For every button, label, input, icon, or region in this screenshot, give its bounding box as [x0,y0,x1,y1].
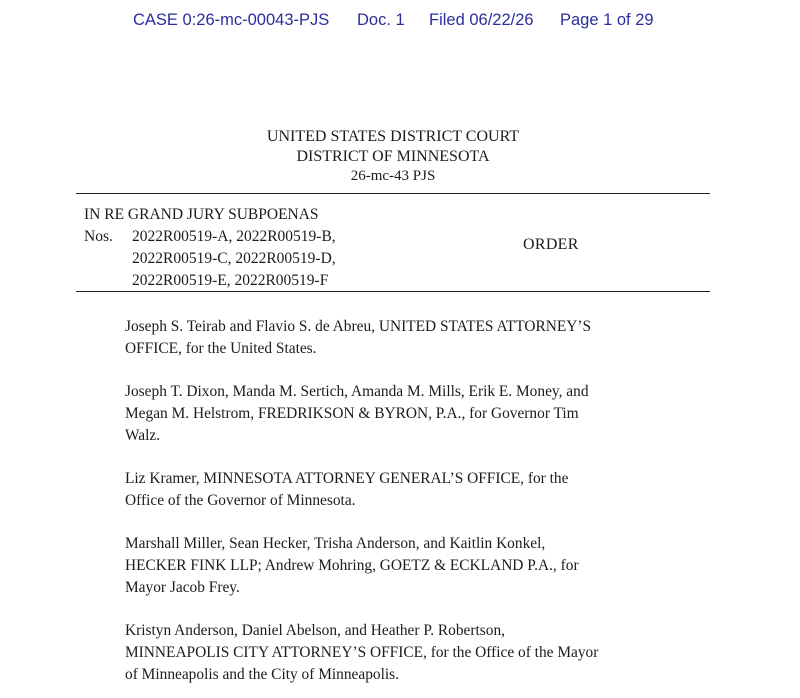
caption-nos-label: Nos. [84,228,113,245]
counsel-line: Joseph S. Teirab and Flavio S. de Abreu, UNITED STATES ATTORNEY’S [125,318,592,335]
counsel-line: Megan M. Helstrom, FREDRIKSON & BYRON, P.A., for Governor Tim [125,405,579,422]
case-number: 26-mc-43 PJS [350,168,436,184]
ecf-case-number: CASE 0:26-mc-00043-PJS [133,11,330,29]
counsel-block [125,381,685,447]
caption-subpoena-numbers-2: 2022R00519-C, 2022R00519-D, [132,250,336,267]
court-district: DISTRICT OF MINNESOTA [296,148,490,165]
caption-top-rule [76,193,710,194]
counsel-block [125,316,685,360]
caption-subpoena-numbers-1: 2022R00519-A, 2022R00519-B, [132,228,336,245]
court-heading [0,127,786,185]
counsel-line: Mayor Jacob Frey. [125,579,240,596]
caption-matter [84,204,336,292]
counsel-line: HECKER FINK LLP; Andrew Mohring, GOETZ & ECKLAND P.A., for [125,557,579,574]
counsel-line: Walz. [125,427,161,444]
ecf-filing-header [0,8,800,34]
caption-title: IN RE GRAND JURY SUBPOENAS [84,206,319,223]
counsel-line: Joseph T. Dixon, Manda M. Sertich, Amanda M. Mills, Erik E. Money, and [125,383,589,400]
counsel-line: of Minneapolis and the City of Minneapolis. [125,666,400,683]
ecf-doc-number: Doc. 1 [357,11,405,29]
counsel-block [125,468,685,512]
ecf-page-count: Page 1 of 29 [560,11,654,29]
court-name: UNITED STATES DISTRICT COURT [266,128,520,145]
counsel-line: MINNEAPOLIS CITY ATTORNEY’S OFFICE, for the Office of the Mayor [125,644,599,661]
caption-nos-row [84,226,336,248]
document-type-title: ORDER [523,236,579,253]
caption-subpoena-numbers-3: 2022R00519-E, 2022R00519-F [132,272,329,289]
counsel-block [125,533,685,599]
counsel-line: OFFICE, for the United States. [125,340,317,357]
counsel-line: Office of the Governor of Minnesota. [125,492,356,509]
counsel-line: Liz Kramer, MINNESOTA ATTORNEY GENERAL’S OFFICE, for the [125,470,569,487]
counsel-line: Kristyn Anderson, Daniel Abelson, and Heather P. Robertson, [125,622,506,639]
counsel-block [125,620,685,686]
ecf-filed-date: Filed 06/22/26 [429,11,534,29]
counsel-line: Marshall Miller, Sean Hecker, Trisha Anderson, and Kaitlin Konkel, [125,535,546,552]
